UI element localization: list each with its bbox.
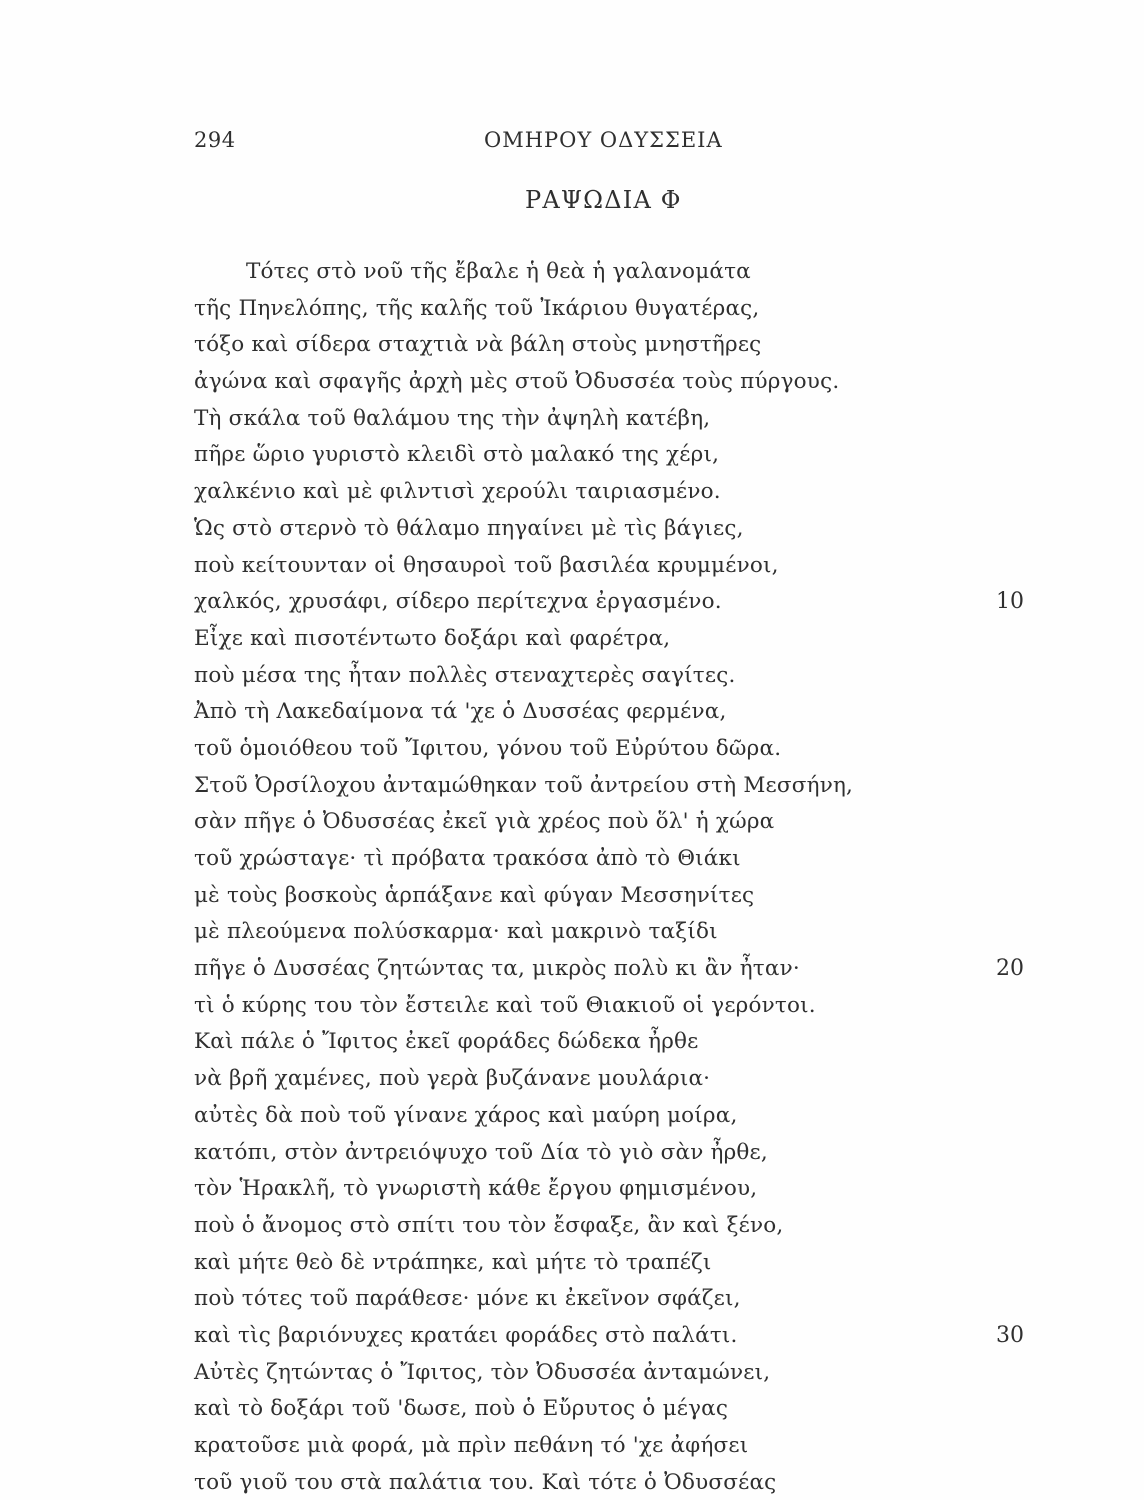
verse-line	[0, 1281, 1144, 1318]
verse-line	[0, 364, 1144, 401]
verse-line	[0, 548, 1144, 585]
verse-text: ποὺ μέσα της ἦταν πολλὲς στεναχτερὲς σαγίτες.	[194, 662, 736, 688]
verse-line	[0, 988, 1144, 1025]
verse-line	[0, 1171, 1144, 1208]
poem-text	[0, 254, 1144, 1501]
line-number: 30	[996, 1322, 1024, 1348]
verse-text: τὸν Ἡρακλῆ, τὸ γνωριστὴ κάθε ἔργου φημισμένου,	[194, 1176, 758, 1202]
verse-line	[0, 401, 1144, 438]
verse-text: μὲ τοὺς βοσκοὺς ἁρπάξανε καὶ φύγαν Μεσσηνίτες	[194, 882, 755, 908]
verse-text: χαλκός, χρυσάφι, σίδερο περίτεχνα ἐργασμένο.	[194, 589, 722, 615]
verse-text: τοῦ ὁμοιόθεου τοῦ Ἴφιτου, γόνου τοῦ Εὐρύτου δῶρα.	[194, 735, 782, 761]
verse-line	[0, 1135, 1144, 1172]
verse-line	[0, 694, 1144, 731]
verse-line	[0, 1208, 1144, 1245]
verse-line	[0, 1391, 1144, 1428]
verse-line	[0, 731, 1144, 768]
verse-text: Στοῦ Ὀρσίλοχου ἀνταμώθηκαν τοῦ ἀντρείου στὴ Μεσσήνη,	[194, 772, 854, 798]
verse-line	[0, 1465, 1144, 1501]
verse-text: ἀγώνα καὶ σφαγῆς ἀρχὴ μὲς στοῦ Ὀδυσσέα τοὺς πύργους.	[194, 369, 840, 395]
verse-line	[0, 1318, 1144, 1355]
verse-text: τοῦ χρώσταγε· τὶ πρόβατα τρακόσα ἀπὸ τὸ Θιάκι	[194, 846, 741, 871]
verse-line	[0, 584, 1144, 621]
book-title: ΡΑΨΩΔΙΑ Φ	[525, 186, 682, 214]
verse-text: μὲ πλεούμενα πολύσκαρμα· καὶ μακρινὸ ταξίδι	[194, 919, 718, 945]
verse-text: καὶ τὶς βαριόνυχες κρατάει φοράδες στὸ παλάτι.	[194, 1322, 738, 1348]
verse-text: Αὐτὲς ζητώντας ὁ Ἴφιτος, τὸν Ὀδυσσέα ἀνταμώνει,	[194, 1359, 771, 1385]
verse-line	[0, 914, 1144, 951]
verse-text: Ὡς στὸ στερνὸ τὸ θάλαμο πηγαίνει μὲ τὶς βάγιες,	[194, 515, 744, 541]
verse-line	[0, 1061, 1144, 1098]
verse-text: ποὺ ὁ ἄνομος στὸ σπίτι του τὸν ἔσφαξε, ἂν καὶ ξένο,	[194, 1212, 784, 1238]
line-number: 10	[996, 589, 1024, 615]
line-number: 20	[996, 956, 1024, 982]
verse-text: καὶ μήτε θεὸ δὲ ντράπηκε, καὶ μήτε τὸ τραπέζι	[194, 1249, 712, 1275]
verse-text: ποὺ τότες τοῦ παράθεσε· μόνε κι ἐκεῖνον σφάζει,	[194, 1286, 741, 1312]
verse-line	[0, 437, 1144, 474]
verse-text: τῆς Πηνελόπης, τῆς καλῆς τοῦ Ἰκάριου θυγατέρας,	[194, 295, 760, 321]
verse-line	[0, 951, 1144, 988]
verse-text: Καὶ πάλε ὁ Ἴφιτος ἐκεῖ φοράδες δώδεκα ἦρθε	[194, 1029, 699, 1055]
verse-line	[0, 474, 1144, 511]
verse-text: σὰν πῆγε ὁ Ὀδυσσέας ἐκεῖ γιὰ χρέος ποὺ ὅλ' ἡ χώρα	[194, 809, 775, 835]
verse-text: κατόπι, στὸν ἀντρειόψυχο τοῦ Δία τὸ γιὸ σὰν ἦρθε,	[194, 1139, 768, 1165]
verse-text: Τὴ σκάλα τοῦ θαλάμου της τὴν ἀψηλὴ κατέβη,	[194, 405, 711, 431]
verse-line	[0, 1428, 1144, 1465]
verse-line	[0, 804, 1144, 841]
verse-text: πῆγε ὁ Δυσσέας ζητώντας τα, μικρὸς πολὺ κι ἂν ἦταν·	[194, 956, 800, 982]
verse-text: τοῦ γιοῦ του στὰ παλάτια του. Καὶ τότε ὁ Ὀδυσσέας	[194, 1469, 777, 1495]
page-number: 294	[194, 128, 236, 152]
verse-text: Τότες στὸ νοῦ τῆς ἔβαλε ἡ θεὰ ἡ γαλανομάτα	[246, 259, 751, 284]
verse-line	[0, 658, 1144, 695]
verse-text: καὶ τὸ δοξάρι τοῦ 'δωσε, ποὺ ὁ Εὔρυτος ὁ μέγας	[194, 1396, 729, 1422]
verse-line	[0, 841, 1144, 878]
verse-text: πῆρε ὥριο γυριστὸ κλειδὶ στὸ μαλακό της χέρι,	[194, 442, 720, 468]
verse-text: χαλκένιο καὶ μὲ φιλντισὶ χερούλι ταιριασμένο.	[194, 479, 721, 505]
page-header	[194, 128, 934, 158]
verse-text: τόξο καὶ σίδερα σταχτιὰ νὰ βάλη στοὺς μνηστῆρες	[194, 332, 762, 358]
verse-text: αὐτὲς δὰ ποὺ τοῦ γίνανε χάρος καὶ μαύρη μοίρα,	[194, 1102, 738, 1128]
verse-text: ποὺ κείτουνταν οἱ θησαυροὶ τοῦ βασιλέα κρυμμένοι,	[194, 552, 779, 578]
verse-line	[0, 291, 1144, 328]
verse-line	[0, 621, 1144, 658]
verse-line	[0, 878, 1144, 915]
running-title: ΟΜΗΡΟΥ ΟΔΥΣΣΕΙΑ	[484, 128, 723, 152]
verse-line	[0, 327, 1144, 364]
verse-text: Εἶχε καὶ πισοτέντωτο δοξάρι καὶ φαρέτρα,	[194, 625, 671, 651]
verse-line	[0, 511, 1144, 548]
verse-line	[0, 1098, 1144, 1135]
verse-line	[0, 254, 1144, 291]
verse-text: νὰ βρῆ χαμένες, ποὺ γερὰ βυζάνανε μουλάρια·	[194, 1066, 711, 1092]
verse-line	[0, 768, 1144, 805]
verse-line	[0, 1245, 1144, 1282]
verse-line	[0, 1024, 1144, 1061]
verse-line	[0, 1355, 1144, 1392]
verse-text: κρατοῦσε μιὰ φορά, μὰ πρὶν πεθάνη τό 'χε ἀφήσει	[194, 1433, 749, 1458]
verse-text: τὶ ὁ κύρης του τὸν ἔστειλε καὶ τοῦ Θιακιοῦ οἱ γερόντοι.	[194, 992, 816, 1018]
verse-text: Ἀπὸ τὴ Λακεδαίμονα τά 'χε ὁ Δυσσέας φερμένα,	[194, 699, 727, 725]
